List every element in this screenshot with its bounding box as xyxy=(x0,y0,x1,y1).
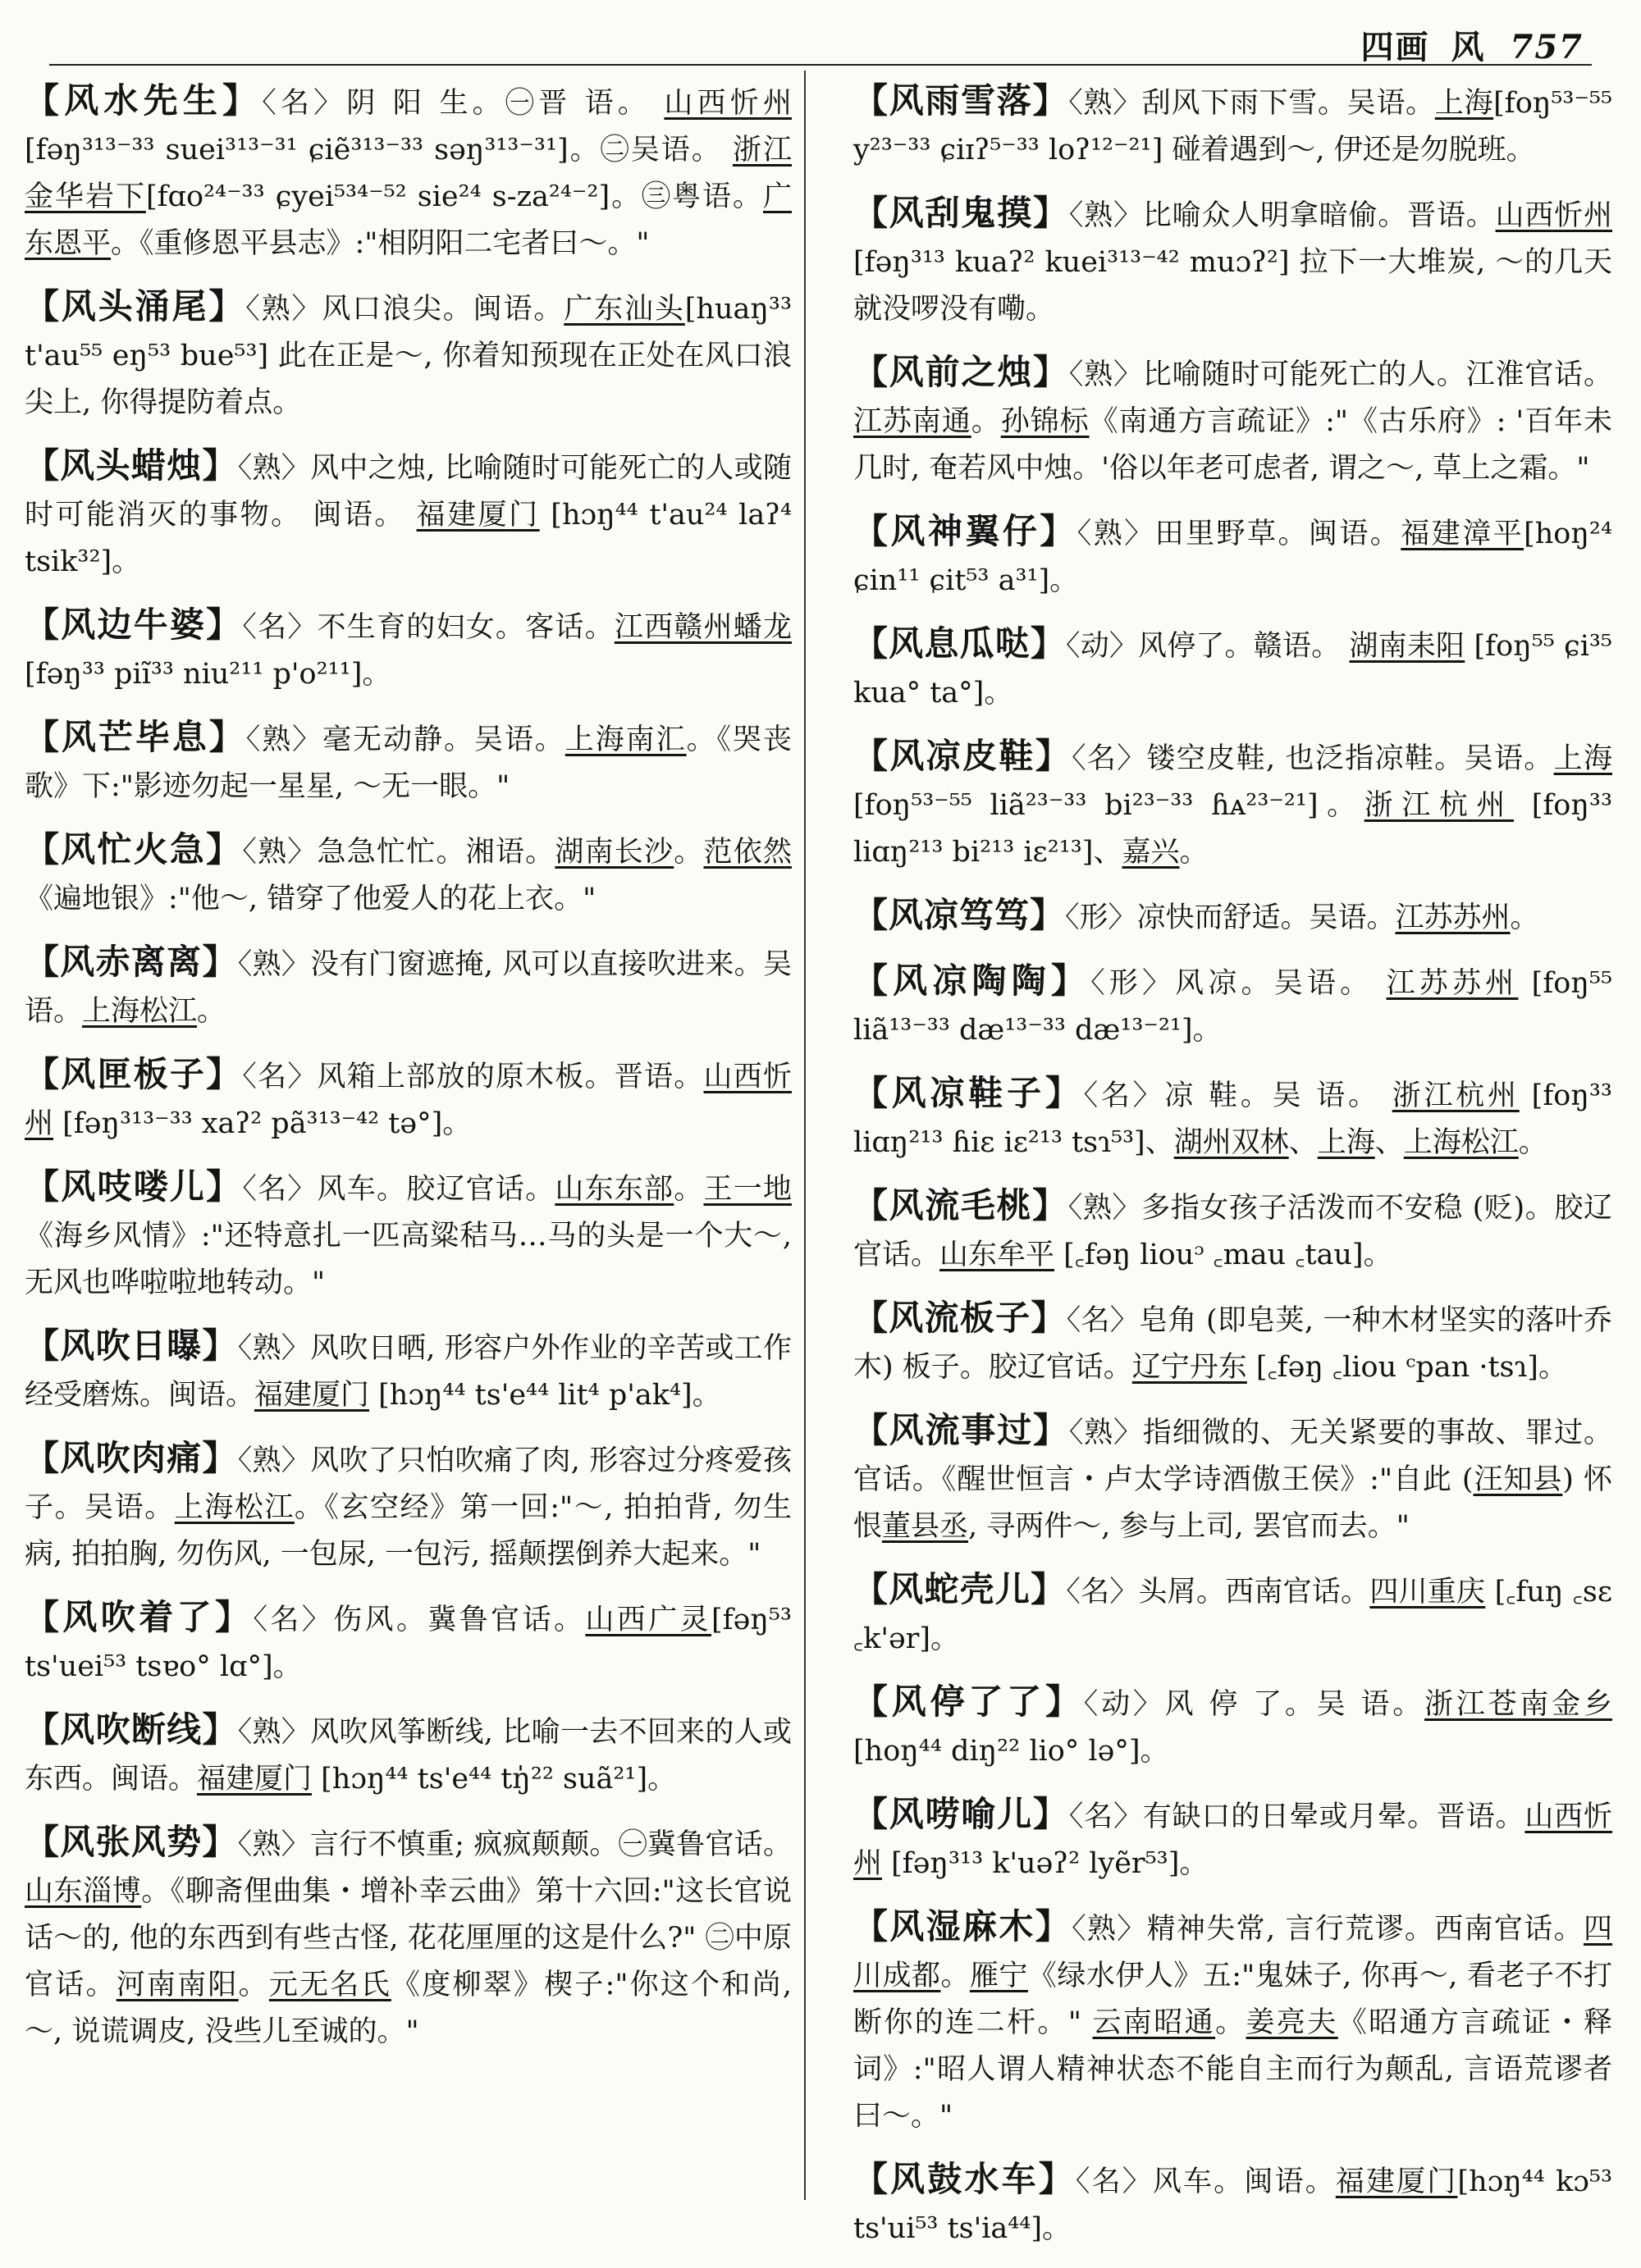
entry-text: [hɔŋ⁴⁴ ts'e⁴⁴ lit⁴ p'ak⁴]。 xyxy=(369,1379,721,1412)
entry-text: 。 xyxy=(674,836,704,869)
dictionary-entry xyxy=(25,1594,792,1691)
location-name: 福建厦门 xyxy=(1335,2165,1458,2198)
location-name: 上海 xyxy=(1553,742,1612,775)
entry-headword: 【风凉鞋子】 xyxy=(853,1073,1084,1113)
entry-text: 〈名〉阴 阳 生。㊀晋 语。 xyxy=(262,87,665,120)
dictionary-entry xyxy=(853,2156,1612,2252)
dictionary-entry xyxy=(853,957,1612,1054)
entry-text: [fəŋ³¹³ kuaʔ² kuei³¹³⁻⁴² muɔʔ²] 拉下一大堆炭, ～的几天就没啰没有嘞。 xyxy=(853,246,1612,326)
location-name: 福建厦门 xyxy=(416,499,540,532)
dictionary-entry xyxy=(853,1903,1612,2140)
location-name: 上海松江 xyxy=(82,995,198,1028)
entry-text: 〈名〉凉 鞋。吴 语。 xyxy=(1083,1079,1392,1112)
location-name: 江苏南通 xyxy=(853,405,971,438)
entry-text: ) 怀恨 xyxy=(853,1463,1612,1543)
entry-text: 〈形〉凉快而舒适。吴语。 xyxy=(1065,901,1396,934)
dictionary-entry xyxy=(853,1182,1612,1279)
location-name: 广东恩平 xyxy=(25,180,792,260)
location-name: 福建漳平 xyxy=(1401,518,1524,550)
entry-text: 〈名〉有缺口的日晕或月晕。晋语。 xyxy=(1068,1800,1525,1833)
location-name: 辽宁丹东 xyxy=(1131,1351,1247,1384)
entry-text: 。 xyxy=(1215,2006,1246,2039)
entry-text: 。 xyxy=(971,405,1001,438)
entry-text: 。《聊斋俚曲集・增补幸云曲》第十六回:"这长官说话～的, 他的东西到有些古怪, 花花厘厘的这是什么?" ㊁中原官话。 xyxy=(25,1875,792,2001)
left-column xyxy=(25,77,792,2071)
entry-text: [hɔŋ⁴⁴ t'au²⁴ laʔ⁴ tsik³²]。 xyxy=(25,499,792,578)
location-name: 山西广灵 xyxy=(585,1604,712,1636)
dictionary-entry xyxy=(25,442,792,586)
dictionary-entry xyxy=(25,601,792,698)
entry-text: 〈名〉镂空皮鞋, 也泛指凉鞋。吴语。 xyxy=(1072,742,1554,775)
location-name: 元无名氏 xyxy=(268,1969,391,2001)
entry-text: [꜀fuŋ ꜀sɛ ꜀k'ər]。 xyxy=(853,1576,1612,1655)
head-character: 风 xyxy=(1451,28,1486,66)
location-name: 雁宁 xyxy=(969,1960,1028,1992)
entry-text: 〈熟〉风口浪尖。闽语。 xyxy=(245,293,565,326)
dictionary-entry xyxy=(853,189,1612,333)
dictionary-entry xyxy=(25,1163,792,1307)
entry-headword: 【风头涌尾】 xyxy=(25,286,246,326)
location-name: 上海南汇 xyxy=(565,723,687,756)
dictionary-entry xyxy=(25,1435,792,1578)
entry-text: 。 xyxy=(1518,1126,1547,1159)
entry-text: 〈名〉伤风。冀鲁官话。 xyxy=(253,1604,586,1636)
location-name: 江西赣州蟠龙 xyxy=(614,611,792,644)
location-name: 四川成都 xyxy=(853,1913,1612,1992)
entry-text: 〈动〉风停了。赣语。 xyxy=(1066,630,1350,663)
location-name: 山东牟平 xyxy=(939,1239,1055,1271)
entry-headword: 【风凉陶陶】 xyxy=(853,961,1091,1001)
entry-headword: 【风神翼仔】 xyxy=(853,511,1077,551)
dictionary-entry xyxy=(853,508,1612,605)
entry-headword: 【风芒毕息】 xyxy=(25,717,246,757)
entry-headword: 【风唠喻儿】 xyxy=(853,1794,1069,1834)
entry-headword: 【风吱喽儿】 xyxy=(25,1166,243,1207)
entry-text: [fəŋ³¹³⁻³³ suei³¹³⁻³¹ ɕiẽ³¹³⁻³³ səŋ³¹³⁻³¹]。㊁吴语。 xyxy=(25,134,733,167)
column-divider xyxy=(804,71,806,2200)
dictionary-entry xyxy=(853,620,1612,717)
entry-text: 《度柳翠》楔子:"你这个和尚, ～, 说谎调皮, 没些儿至诚的。" xyxy=(25,1969,792,2048)
dictionary-entry xyxy=(25,1706,792,1803)
location-name: 范依然 xyxy=(703,836,792,869)
entry-text: 。 xyxy=(197,995,226,1028)
location-name: 上海松江 xyxy=(1403,1126,1519,1159)
dictionary-entry xyxy=(853,1070,1612,1166)
page-number: 757 xyxy=(1510,28,1584,66)
entry-text: 〈熟〉风吹日晒, 形容户外作业的辛苦或工作经受磨炼。闽语。 xyxy=(25,1332,792,1412)
entry-headword: 【风刮鬼摸】 xyxy=(853,193,1069,233)
entry-text: [hoŋ⁴⁴ diŋ²² lio° lə°]。 xyxy=(853,1735,1169,1768)
entry-text: 、 xyxy=(1288,1126,1318,1159)
entry-text: [fəŋ³³ piĩ³³ niu²¹¹ p'o²¹¹]。 xyxy=(25,658,391,691)
dictionary-entry xyxy=(853,1791,1612,1887)
location-name: 福建厦门 xyxy=(254,1379,370,1412)
entry-headword: 【风吹断线】 xyxy=(25,1709,238,1750)
entry-text: [foŋ⁵³⁻⁵⁵ liã²³⁻³³ bi²³⁻³³ ɦᴀ²³⁻²¹]。 xyxy=(853,789,1364,822)
entry-text: 〈熟〉急急忙忙。湘语。 xyxy=(242,836,555,869)
entry-text: 〈名〉风车。闽语。 xyxy=(1075,2165,1336,2198)
entry-text: 〈动〉风 停 了。吴 语。 xyxy=(1083,1688,1424,1721)
location-name: 湖南长沙 xyxy=(555,836,674,869)
entry-text: 。《哭丧歌》下:"影迹勿起一星星, ～无一眼。" xyxy=(25,723,792,803)
running-head xyxy=(1361,21,1584,68)
location-name: 四川重庆 xyxy=(1369,1576,1486,1609)
dictionary-entry xyxy=(853,1294,1612,1391)
location-name: 孙锦标 xyxy=(1000,405,1090,438)
entry-headword: 【风鼓水车】 xyxy=(853,2159,1076,2199)
location-name: 上海 xyxy=(1317,1126,1375,1159)
entry-headword: 【风张风势】 xyxy=(25,1822,238,1862)
dictionary-entry xyxy=(853,1407,1612,1550)
location-name: 山东淄博 xyxy=(25,1875,142,1908)
entry-headword: 【风凉笃笃】 xyxy=(853,895,1066,935)
entry-text: 〈名〉皂角 (即皂荚, 一种木材坚实的落叶乔木) 板子。胶辽官话。 xyxy=(853,1304,1612,1384)
entry-text: [꜀fəŋ ꜀liou ᶜpan ·tsɿ]。 xyxy=(1246,1351,1567,1384)
entry-headword: 【风前之烛】 xyxy=(853,352,1069,392)
entry-text: 〈熟〉没有门窗遮掩, 风可以直接吹进来。吴语。 xyxy=(25,948,792,1028)
dictionary-entry xyxy=(853,77,1612,174)
dictionary-entry xyxy=(25,1051,792,1148)
entry-text: 、 xyxy=(1374,1126,1404,1159)
dictionary-entry xyxy=(25,714,792,810)
entry-text: 。 xyxy=(1510,901,1539,934)
dictionary-entry xyxy=(25,77,792,267)
entry-text: 〈熟〉指细微的、无关紧要的事故、罪过。官话。《醒世恒言・卢太学诗酒傲王侯》:"自此 ( xyxy=(853,1417,1612,1496)
entry-headword: 【风湿麻木】 xyxy=(853,1906,1072,1946)
dictionary-entry xyxy=(25,938,792,1035)
entry-text: 。《玄空经》第一回:"～, 拍拍背, 勿生病, 拍拍胸, 勿伤风, 一包尿, 一包污, 摇颠摆倒养大起来。" xyxy=(25,1491,792,1571)
entry-text: 。 xyxy=(940,1960,970,1992)
location-name: 山西忻州 xyxy=(25,1061,792,1140)
entry-text: 〈熟〉田里野草。闽语。 xyxy=(1076,518,1401,550)
entry-headword: 【风边牛婆】 xyxy=(25,605,243,645)
entry-text: 〈名〉头屑。西南官话。 xyxy=(1066,1576,1370,1609)
entry-text: 〈形〉风凉。吴语。 xyxy=(1090,967,1387,1000)
entry-text: , 寻两件～, 参与上司, 罢官而去。" xyxy=(968,1510,1410,1543)
entry-headword: 【风雨雪落】 xyxy=(853,80,1069,121)
location-name: 山西忻州 xyxy=(664,87,792,120)
location-name: 浙江杭州 xyxy=(1392,1079,1520,1112)
entry-text: 《遍地银》:"他～, 错穿了他爱人的花上衣。" xyxy=(25,883,597,915)
location-name: 浙江金华岩下 xyxy=(25,134,792,213)
location-name: 上海 xyxy=(1434,87,1494,120)
dictionary-entry xyxy=(853,892,1612,942)
location-name: 董县丞 xyxy=(882,1510,969,1543)
entry-text: 〈熟〉多指女孩子活泼而不安稳 (贬)。胶辽官话。 xyxy=(853,1192,1612,1271)
entry-text: [foŋ³³ liɑŋ²¹³ bi²¹³ iɛ²¹³]、 xyxy=(853,789,1612,869)
entry-headword: 【风头蜡烛】 xyxy=(25,445,238,486)
location-name: 河南南阳 xyxy=(116,1969,239,2001)
location-name: 福建厦门 xyxy=(197,1763,313,1796)
entry-text: [fəŋ⁵³ ts'uei⁵³ tsɐo° lɑ°]。 xyxy=(25,1604,792,1683)
dictionary-entry xyxy=(853,1678,1612,1775)
dictionary-entry xyxy=(853,732,1612,876)
entry-headword: 【风忙火急】 xyxy=(25,829,243,869)
entry-text: [hoŋ²⁴ ɕin¹¹ ɕit⁵³ a³¹]。 xyxy=(853,518,1612,597)
location-name: 山西忻州 xyxy=(853,1800,1612,1880)
entry-headword: 【风流板子】 xyxy=(853,1298,1067,1338)
location-name: 山西忻州 xyxy=(1495,199,1612,232)
entry-text: 〈熟〉风吹风筝断线, 比喻一去不回来的人或东西。闽语。 xyxy=(25,1716,792,1796)
entry-text: [foŋ⁵⁵ liã¹³⁻³³ dæ¹³⁻³³ dæ¹³⁻²¹]。 xyxy=(853,967,1612,1047)
location-name: 姜亮夫 xyxy=(1246,2006,1338,2039)
entry-text: 。《重修恩平县志》:"相阴阳二宅者曰～。" xyxy=(111,227,650,260)
entry-headword: 【风流事过】 xyxy=(853,1410,1069,1450)
dictionary-entry xyxy=(25,1322,792,1419)
dictionary-entry xyxy=(25,826,792,923)
entry-text: 〈名〉风车。胶辽官话。 xyxy=(242,1173,555,1206)
entry-text: 〈熟〉刮风下雨下雪。吴语。 xyxy=(1068,87,1435,120)
entry-text: [꜀fəŋ liouᵓ ꜀mau ꜀tau]。 xyxy=(1054,1239,1392,1271)
right-column xyxy=(853,77,1612,2268)
entry-headword: 【风流毛桃】 xyxy=(853,1185,1068,1225)
location-name: 江苏苏州 xyxy=(1386,967,1519,1000)
entry-text: [fəŋ³¹³ k'uəʔ² lyẽr⁵³]。 xyxy=(882,1847,1209,1880)
entry-text: 〈熟〉精神失常, 言行荒谬。西南官话。 xyxy=(1072,1913,1584,1946)
entry-headword: 【风水先生】 xyxy=(25,80,263,121)
entry-headword: 【风停了了】 xyxy=(853,1682,1084,1722)
entry-text: 。 xyxy=(1179,836,1209,869)
entry-headword: 【风赤离离】 xyxy=(25,942,238,982)
page-header xyxy=(49,15,1592,64)
location-name: 云南昭通 xyxy=(1092,2006,1216,2039)
dictionary-entry xyxy=(853,1566,1612,1663)
entry-text: 《昭通方言疏证・释词》:"昭人谓人精神状态不能自主而行为颠乱, 言语荒谬者曰～。" xyxy=(853,2006,1612,2133)
header-rule xyxy=(49,64,1592,66)
entry-text: 〈熟〉风吹了只怕吹痛了肉, 形容过分疼爱孩子。吴语。 xyxy=(25,1444,792,1524)
location-name: 上海松江 xyxy=(174,1491,295,1524)
section-label: 四画 xyxy=(1360,28,1430,66)
entry-text: 〈熟〉言行不慎重; 疯疯颠颠。㊀冀鲁官话。 xyxy=(237,1828,792,1861)
entry-text: 《绿水伊人》五:"鬼妹子, 你再～, 看老子不打断你的连二杆。" xyxy=(853,1960,1612,2039)
entry-text: 〈名〉不生育的妇女。客话。 xyxy=(242,611,615,644)
entry-headword: 【风匣板子】 xyxy=(25,1054,243,1094)
dictionary-entry xyxy=(853,349,1612,492)
location-name: 汪知县 xyxy=(1473,1463,1563,1496)
entry-headword: 【风息瓜哒】 xyxy=(853,623,1067,664)
entry-text: 〈熟〉比喻随时可能死亡的人。江淮官话。 xyxy=(1068,358,1612,391)
location-name: 浙江杭州 xyxy=(1364,789,1514,822)
entry-text: [foŋ³³ liɑŋ²¹³ ɦiɛ iɛ²¹³ tsɿ⁵³]、 xyxy=(853,1079,1612,1159)
entry-headword: 【风吹肉痛】 xyxy=(25,1438,238,1478)
entry-text: [foŋ⁵⁵ ɕi³⁵ kua° ta°]。 xyxy=(853,630,1612,710)
entry-text: 〈名〉风箱上部放的原木板。晋语。 xyxy=(242,1061,704,1093)
entry-headword: 【风吹着了】 xyxy=(25,1597,254,1637)
dictionary-entry xyxy=(25,283,792,427)
entry-text: 《南通方言疏证》:"《古乐府》: '百年未几时, 奄若风中烛。'俗以年老可虑者, 谓之～, 草上之霜。" xyxy=(853,405,1612,485)
entry-headword: 【风凉皮鞋】 xyxy=(853,736,1072,776)
entry-text: [foŋ⁵³⁻⁵⁵ y²³⁻³³ ɕiɪʔ⁵⁻³³ loʔ¹²⁻²¹] 碰着遇到～, 伊还是勿脱班。 xyxy=(853,87,1612,167)
location-name: 江苏苏州 xyxy=(1395,901,1511,934)
entry-text: 〈熟〉毫无动静。吴语。 xyxy=(245,723,565,756)
location-name: 广东汕头 xyxy=(564,293,685,326)
entry-text: 〈熟〉比喻众人明拿暗偷。晋语。 xyxy=(1068,199,1496,232)
entry-text: [fəŋ³¹³⁻³³ xaʔ² pã³¹³⁻⁴² tə°]。 xyxy=(53,1107,472,1140)
location-name: 山东东部 xyxy=(555,1173,674,1206)
location-name: 湖南耒阳 xyxy=(1349,630,1465,663)
entry-text: 〈熟〉风中之烛, 比喻随时可能死亡的人或随时可能消灭的事物。 闽语。 xyxy=(25,452,792,532)
entry-text: 。 xyxy=(238,1969,269,2001)
dictionary-entry xyxy=(25,1819,792,2056)
entry-text: [hɔŋ⁴⁴ ts'e⁴⁴ tŋ̍²² suã²¹]。 xyxy=(312,1763,677,1796)
location-name: 王一地 xyxy=(703,1173,792,1206)
location-name: 嘉兴 xyxy=(1122,836,1180,869)
entry-headword: 【风吹日曝】 xyxy=(25,1326,238,1366)
entry-text: [fɑo²⁴⁻³³ ɕyei⁵³⁴⁻⁵² sie²⁴ s-za²⁴⁻²]。㊂粤语。 xyxy=(145,180,763,213)
location-name: 湖州双林 xyxy=(1173,1126,1289,1159)
entry-text: 《海乡风情》:"还特意扎一匹高粱秸马…马的头是一个大～, 无风也哗啦啦地转动。" xyxy=(25,1220,792,1299)
entry-text: 。 xyxy=(674,1173,704,1206)
entry-text: [huaŋ³³ t'au⁵⁵ eŋ⁵³ bue⁵³] 此在正是～, 你着知预现在正处在风口浪尖上, 你得提防着点。 xyxy=(25,293,792,419)
entry-headword: 【风蛇壳儿】 xyxy=(853,1569,1067,1609)
location-name: 浙江苍南金乡 xyxy=(1424,1688,1612,1721)
entry-text: [hɔŋ⁴⁴ kɔ⁵³ ts'ui⁵³ ts'ia⁴⁴]。 xyxy=(853,2165,1612,2245)
